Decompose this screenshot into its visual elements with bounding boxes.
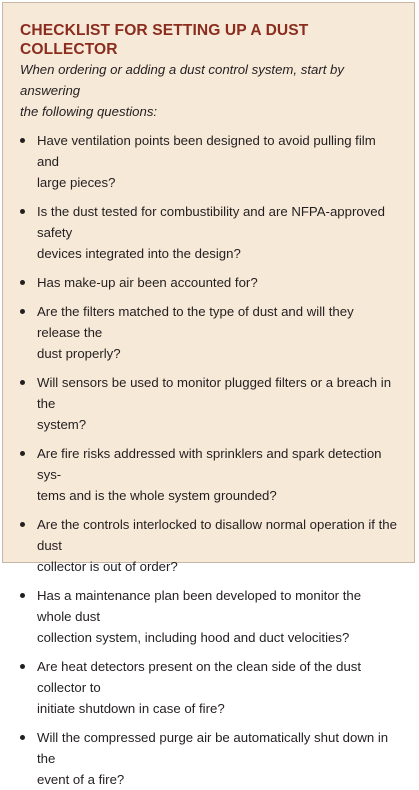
- item-line-1: Are heat detectors present on the clean side of the dust collector to: [37, 659, 362, 695]
- item-line-1: Has make-up air been accounted for?: [37, 275, 258, 290]
- item-line-1: Is the dust tested for combustibility and are NFPA-approved safety: [37, 204, 385, 240]
- item-line-2: large pieces?: [37, 175, 116, 190]
- bullet-icon: [20, 735, 25, 740]
- checklist-item: [20, 514, 398, 577]
- item-line-1: Have ventilation points been designed to avoid pulling film and: [37, 133, 376, 169]
- item-line-2: event of a fire?: [37, 772, 125, 787]
- bullet-icon: [20, 309, 25, 314]
- bullet-icon: [20, 280, 25, 285]
- bullet-icon: [20, 380, 25, 385]
- item-line-2: system?: [37, 417, 87, 432]
- intro-line-2: the following questions:: [20, 104, 158, 119]
- item-line-1: Has a maintenance plan been developed to monitor the whole dust: [37, 588, 362, 624]
- bullet-icon: [20, 664, 25, 669]
- item-line-1: Will sensors be used to monitor plugged filters or a breach in the: [37, 375, 392, 411]
- item-line-2: dust properly?: [37, 346, 121, 361]
- checklist-sidebar: [2, 2, 415, 787]
- bullet-icon: [20, 451, 25, 456]
- checklist-item: [20, 272, 398, 293]
- checklist-item: [20, 656, 398, 719]
- bullet-icon: [20, 209, 25, 214]
- checklist-item: [20, 727, 398, 790]
- item-line-2: collector is out of order?: [37, 559, 178, 574]
- checklist-item: [20, 443, 398, 506]
- item-line-1: Are the controls interlocked to disallow normal operation if the dust: [37, 517, 397, 553]
- checklist-items: [20, 130, 398, 790]
- item-line-2: initiate shutdown in case of fire?: [37, 701, 225, 716]
- bullet-icon: [20, 138, 25, 143]
- bullet-icon: [20, 522, 25, 527]
- checklist-item: [20, 301, 398, 364]
- checklist-intro: [20, 59, 398, 122]
- bullet-icon: [20, 593, 25, 598]
- checklist-item: [20, 372, 398, 435]
- checklist-item: [20, 201, 398, 264]
- intro-line-1: When ordering or adding a dust control system, start by answering: [20, 62, 344, 98]
- item-line-2: tems and is the whole system grounded?: [37, 488, 277, 503]
- item-line-2: collection system, including hood and duct velocities?: [37, 630, 350, 645]
- checklist-title: CHECKLIST FOR SETTING UP A DUST COLLECTOR: [20, 22, 309, 58]
- item-line-1: Will the compressed purge air be automatically shut down in the: [37, 730, 389, 766]
- item-line-2: devices integrated into the design?: [37, 246, 241, 261]
- item-line-1: Are fire risks addressed with sprinklers and spark detection sys-: [37, 446, 382, 482]
- checklist-item: [20, 130, 398, 193]
- checklist-item: [20, 585, 398, 648]
- item-line-1: Are the filters matched to the type of dust and will they release the: [37, 304, 354, 340]
